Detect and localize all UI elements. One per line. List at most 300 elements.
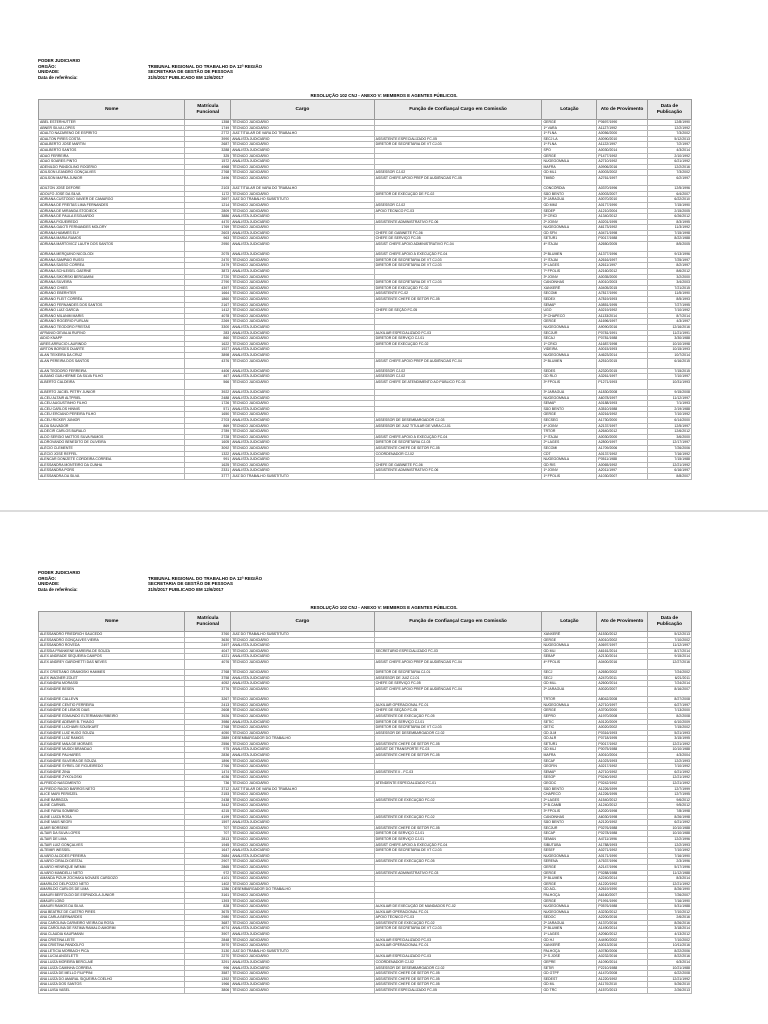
- cell-data-publicacao: 10/10/1998: [647, 341, 691, 347]
- cell-lotacao: GERGE: [542, 864, 597, 870]
- cell-cargo: TÉCNICO JUDICIÁRIO: [231, 297, 374, 303]
- cell-nome: ALENCAR DONIZETE CORDEIRA CORREIA: [39, 457, 185, 463]
- cell-data-publicacao: 8/27/2008: [647, 697, 691, 703]
- cell-lotacao: UGO: [542, 308, 597, 314]
- table-body: [39, 632, 692, 994]
- data-referencia-value: 31/5/2017 PUBLICADO EM 12/6/2017: [148, 74, 224, 80]
- cell-funcao: DIRETOR DE SECRETARIA DE VT CJ-03: [374, 142, 542, 148]
- column-header-cargo: Cargo: [231, 612, 374, 632]
- cell-funcao: ASSIST CHEFE APOIO À EXECUÇÃO FC-04: [374, 434, 542, 440]
- cell-ato: A3510/1988: [597, 406, 647, 412]
- cell-nome: AMARILDO CARLOS DE LIMA: [39, 887, 185, 893]
- cell-matricula: 4050: [185, 730, 231, 736]
- cell-cargo: ANALISTA JUDICIÁRIO: [231, 395, 374, 401]
- cell-cargo: ANALISTA JUDICIÁRIO: [231, 440, 374, 446]
- cell-ato: A2640/2012: [597, 429, 647, 435]
- cell-matricula: 1286: [185, 887, 231, 893]
- cell-ato: A2020/1998: [597, 809, 647, 815]
- cell-cargo: TÉCNICO JUDICIÁRIO: [231, 659, 374, 669]
- cell-nome: ALEXANDRE LUIZ RAMOS: [39, 736, 185, 742]
- cell-ato: A0015/1993: [597, 347, 647, 353]
- cell-funcao: COORDENADOR CJ-02: [374, 960, 542, 966]
- cell-data-publicacao: 9/15/2008: [647, 390, 691, 396]
- cell-nome: ADRIANA DE FREITAS LIMA FERNANDES: [39, 202, 185, 208]
- cell-matricula: 991: [185, 457, 231, 463]
- cell-cargo: TÉCNICO JUDICIÁRIO: [231, 769, 374, 775]
- data-referencia-value: 31/5/2017 PUBLICADO EM 12/6/2017: [148, 586, 224, 592]
- cell-funcao: ASSESSOR DE JUIZ TITULAR DE VARA CJ-01: [374, 423, 542, 429]
- cell-ato: A2710/1992: [597, 769, 647, 775]
- cell-nome: ADRIANA SILVEIRA: [39, 280, 185, 286]
- cell-ato: A1127/1992: [597, 125, 647, 131]
- cell-cargo: TÉCNICO JUDICIÁRIO: [231, 971, 374, 977]
- cell-nome: ADRIANA HAMMES ELY: [39, 230, 185, 236]
- cell-data-publicacao: 7/10/1992: [647, 412, 691, 418]
- cell-ato: A0003/2007: [597, 191, 647, 197]
- cell-funcao: COORDENADOR CJ-02: [374, 451, 542, 457]
- cell-lotacao: MAFRA: [542, 753, 597, 759]
- cell-funcao: ASSISTENTE CHEFE DE SETOR FC-05: [374, 982, 542, 988]
- members-table: [38, 611, 692, 994]
- cell-data-publicacao: 7/10/1992: [647, 764, 691, 770]
- cell-ato: P0075/1988: [597, 747, 647, 753]
- cell-matricula: 2836: [185, 753, 231, 759]
- cell-funcao: CHEFE DE SEÇÃO FC-05: [374, 308, 542, 314]
- cell-ato: A1133/2014: [597, 313, 647, 319]
- cell-ato: P0511/1988: [597, 457, 647, 463]
- cell-nome: ALCEU ALTAIR ALTPRIEL: [39, 395, 185, 401]
- cell-cargo: ANALISTA JUDICIÁRIO: [231, 965, 374, 971]
- cell-matricula: 2848: [185, 937, 231, 943]
- cell-matricula: 1402: [185, 881, 231, 887]
- cell-data-publicacao: 10/21/1988: [647, 965, 691, 971]
- cell-lotacao: SEPRO: [542, 713, 597, 719]
- cell-nome: ALBANO GUILHERME DA SILVA FILHO: [39, 374, 185, 380]
- cell-lotacao: GERGE: [542, 870, 597, 876]
- cell-data-publicacao: 6/26/2012: [647, 214, 691, 220]
- cell-nome: ADRIANA DE PAULA ESGUARDO: [39, 214, 185, 220]
- cell-matricula: 4074: [185, 926, 231, 932]
- cell-data-publicacao: 6/14/2000: [647, 418, 691, 424]
- cell-ato: A7819/1993: [597, 297, 647, 303]
- cell-nome: ADALBERTO SANTOS: [39, 147, 185, 153]
- cell-lotacao: VIDEIRA: [542, 347, 597, 353]
- cell-matricula: 325: [185, 153, 231, 159]
- cell-ato: P0697/1990: [597, 120, 647, 126]
- cell-lotacao: XANXERÊ: [542, 943, 597, 949]
- cell-ato: P0240/1992: [597, 775, 647, 781]
- cell-nome: ADRIANO CHIES: [39, 285, 185, 291]
- cell-matricula: 1896: [185, 758, 231, 764]
- cell-funcao: ASSISTENTE ADMINISTRATIVO FC-06: [374, 219, 542, 225]
- cell-cargo: TÉCNICO JUDICIÁRIO: [231, 864, 374, 870]
- table-row: [39, 242, 692, 252]
- cell-ato: A1023/1993: [597, 758, 647, 764]
- cell-cargo: TÉCNICO JUDICIÁRIO: [231, 758, 374, 764]
- cell-nome: ALINE CARNIEL: [39, 803, 185, 809]
- cell-ato: A2240/2014: [597, 876, 647, 882]
- cell-funcao: ASSIST CHEFE APOIO PREP DE AUDIÊNCIAS FC-05: [374, 175, 542, 185]
- cell-data-publicacao: 7/15/2015: [647, 368, 691, 374]
- cell-data-publicacao: 12/2/2016: [647, 164, 691, 170]
- cell-matricula: 2697: [185, 197, 231, 203]
- cell-lotacao: SEMAP: [542, 769, 597, 775]
- cell-nome: ABNER SILVA LOPES: [39, 125, 185, 131]
- cell-data-publicacao: 7/24/2002: [647, 670, 691, 676]
- cell-data-publicacao: 8/26/2016: [647, 920, 691, 926]
- cell-lotacao: SECJ LA: [542, 136, 597, 142]
- cell-lotacao: TIMBÓ: [542, 175, 597, 185]
- cell-data-publicacao: 7/15/1988: [647, 457, 691, 463]
- cell-data-publicacao: 7/1/1993: [647, 401, 691, 407]
- cell-nome: ADOLFO JOSÉ DA SILVA: [39, 191, 185, 197]
- cell-matricula: 707: [185, 825, 231, 831]
- cell-lotacao: CANOINHAS: [542, 280, 597, 286]
- table-row: [39, 686, 692, 696]
- cell-ato: A0370/1996: [597, 186, 647, 192]
- cell-nome: ALESSANDRA PORS: [39, 468, 185, 474]
- cell-ato: A2761/1997: [597, 175, 647, 185]
- cell-ato: A3700/2000: [597, 708, 647, 714]
- cell-funcao: ASSIST CHEFE APOIO PREP DE AUDIÊNCIAS FC-04: [374, 659, 542, 669]
- cell-matricula: 1358: [185, 120, 231, 126]
- cell-lotacao: XANXERÊ: [542, 285, 597, 291]
- cell-matricula: 3898: [185, 352, 231, 358]
- cell-matricula: 4076: [185, 659, 231, 669]
- cell-nome: ANA LUIZA DO AMARAL SIQUEIRA COELHO: [39, 976, 185, 982]
- cell-funcao: ASSESSOR DE DESEMBARGADOR CJ-02: [374, 965, 542, 971]
- cell-cargo: ANALISTA JUDICIÁRIO: [231, 374, 374, 380]
- cell-matricula: 1927: [185, 347, 231, 353]
- cell-data-publicacao: 10/10/1988: [647, 831, 691, 837]
- cell-lotacao: 3ª JARAGUÁ: [542, 197, 597, 203]
- cell-cargo: ANALISTA JUDICIÁRIO: [231, 242, 374, 252]
- cell-data-publicacao: 10/15/1993: [647, 347, 691, 353]
- cell-nome: ALEX ANDRADE SEQUEIRA CAMPOS: [39, 654, 185, 660]
- cell-data-publicacao: 11/12/1997: [647, 395, 691, 401]
- cell-ato: A0065/1992: [597, 462, 647, 468]
- cell-matricula: 1214: [185, 202, 231, 208]
- cell-cargo: ANALISTA JUDICIÁRIO: [231, 136, 374, 142]
- cell-data-publicacao: 12/5/1997: [647, 423, 691, 429]
- cell-nome: ANA CARLA BERNARDES: [39, 915, 185, 921]
- cell-data-publicacao: 12/21/1992: [647, 881, 691, 887]
- cell-data-publicacao: 3/2/2000: [647, 274, 691, 280]
- cell-lotacao: NUGEGOMMLA: [542, 904, 597, 910]
- cell-cargo: TÉCNICO JUDICIÁRIO: [231, 120, 374, 126]
- cell-cargo: TÉCNICO JUDICIÁRIO: [231, 308, 374, 314]
- cell-funcao: DIRETOR DE SECRETARIA DE VT CJ-03: [374, 725, 542, 731]
- cell-funcao: DIRETOR DE SECRETARIA DE VT CJ-03: [374, 280, 542, 286]
- cell-matricula: 1572: [185, 159, 231, 165]
- cell-cargo: TÉCNICO JUDICIÁRIO: [231, 423, 374, 429]
- cell-matricula: 2488: [185, 395, 231, 401]
- cell-ato: A1470/2008: [597, 971, 647, 977]
- cell-funcao: CHEFE DE SERVIÇO FC-05: [374, 681, 542, 687]
- cell-lotacao: SEDEST: [542, 976, 597, 982]
- document-header: [38, 570, 262, 592]
- cell-cargo: TÉCNICO JUDICIÁRIO: [231, 257, 374, 263]
- orgao-label: ORGÃO:: [38, 63, 57, 69]
- cell-ato: P0781/1988: [597, 336, 647, 342]
- cell-data-publicacao: 6/22/2008: [647, 971, 691, 977]
- cell-data-publicacao: 4/3/2014: [647, 147, 691, 153]
- cell-ato: A6173/1992: [597, 225, 647, 231]
- cell-lotacao: GERGE: [542, 153, 597, 159]
- cell-data-publicacao: 7/15/2002: [647, 725, 691, 731]
- cell-matricula: 1945: [185, 842, 231, 848]
- cell-matricula: 2438: [185, 797, 231, 803]
- cell-ato: A0056/2000: [597, 131, 647, 137]
- cell-cargo: TÉCNICO JUDICIÁRIO: [231, 358, 374, 368]
- cell-funcao: DIRETOR DE EXECUÇÃO DE FC-02: [374, 191, 542, 197]
- cell-matricula: 1860: [185, 297, 231, 303]
- cell-nome: ALTAIR DE LIMA: [39, 836, 185, 842]
- cell-funcao: APOIO TÉCNICO FC-03: [374, 915, 542, 921]
- cell-data-publicacao: 2/3/1996: [647, 859, 691, 865]
- cell-funcao: ASSISTENTE ADMINISTRATIVO FC-06: [374, 468, 542, 474]
- cell-data-publicacao: 8/26/1998: [647, 814, 691, 820]
- cell-cargo: TÉCNICO JUDICIÁRIO: [231, 280, 374, 286]
- cell-data-publicacao: 6/22/2010: [647, 197, 691, 203]
- cell-data-publicacao: 12/5/1996: [647, 186, 691, 192]
- cell-nome: ALDO SERGIO MATTOS SILVA RAMOS: [39, 434, 185, 440]
- cell-funcao: ASSISTENTE CHEFE DE SETOR FC-05: [374, 741, 542, 747]
- table-row: [39, 175, 692, 185]
- cell-lotacao: SETUR1: [542, 741, 597, 747]
- cell-data-publicacao: 5/12/2013: [647, 632, 691, 638]
- cell-nome: ADRIANA DE MIRANDA STODIECK: [39, 208, 185, 214]
- cell-ato: A1226/1999: [597, 786, 647, 792]
- cell-lotacao: GD JLM: [542, 730, 597, 736]
- cell-cargo: TÉCNICO JUDICIÁRIO: [231, 876, 374, 882]
- cell-funcao: ASSISTENTE CHEFE DE SETOR FC-05: [374, 976, 542, 982]
- cell-lotacao: 1ª LAGES: [542, 932, 597, 938]
- cell-nome: ADRIANO FLEIT CORRÊA: [39, 297, 185, 303]
- cell-data-publicacao: 8/8/2007: [647, 474, 691, 480]
- cell-cargo: TÉCNICO JUDICIÁRIO: [231, 725, 374, 731]
- cell-cargo: ANALISTA JUDICIÁRIO: [231, 252, 374, 258]
- cell-cargo: TÉCNICO JUDICIÁRIO: [231, 429, 374, 435]
- cell-matricula: 1412: [185, 308, 231, 314]
- cell-nome: ALCEU RICKER JUNIOR: [39, 418, 185, 424]
- cell-lotacao: SÃO BENTO: [542, 191, 597, 197]
- cell-lotacao: NUGEGOMMLA: [542, 225, 597, 231]
- cell-data-publicacao: 7/27/1995: [647, 302, 691, 308]
- cell-matricula: 1605: [185, 440, 231, 446]
- cell-funcao: DIRETOR DE SECRETARIA DE VT CJ-03: [374, 263, 542, 269]
- cell-cargo: TÉCNICO JUDICIÁRIO: [231, 954, 374, 960]
- cell-nome: ALEXANDRE CALLEVN: [39, 697, 185, 703]
- cell-cargo: ANALISTA JUDICIÁRIO: [231, 418, 374, 424]
- cell-data-publicacao: 10/10/1988: [647, 825, 691, 831]
- cell-ato: A1696/1997: [597, 319, 647, 325]
- table-header-row: [39, 100, 692, 120]
- cell-cargo: ANALISTA JUDICIÁRIO: [231, 468, 374, 474]
- cell-cargo: TÉCNICO JUDICIÁRIO: [231, 208, 374, 214]
- cell-nome: ADRIANO EBERHTER: [39, 291, 185, 297]
- cell-nome: ALCEU AUGUSTINHO FILHO: [39, 401, 185, 407]
- cell-data-publicacao: 5/12/2013: [647, 136, 691, 142]
- cell-data-publicacao: 8/26/1990: [647, 887, 691, 893]
- cell-ato: A0216/1992: [597, 412, 647, 418]
- cell-matricula: 3806: [185, 988, 231, 994]
- cell-lotacao: GD HJ: [542, 937, 597, 943]
- cell-funcao: ASSIST CHEFE APOIO PREP DE AUDIÊNCIAS FC-04: [374, 686, 542, 696]
- cell-nome: ADRIANA MARTOVICZ LAUTH DOS SANTOS: [39, 242, 185, 252]
- cell-data-publicacao: 8/3/2014: [647, 876, 691, 882]
- cell-cargo: TÉCNICO JUDICIÁRIO: [231, 434, 374, 440]
- cell-lotacao: 3ª BLUMEN: [542, 876, 597, 882]
- cell-nome: ADAO FERREIRA: [39, 153, 185, 159]
- cell-funcao: ASSESSOR DE JUIZ CJ-01: [374, 675, 542, 681]
- cell-cargo: ANALISTA JUDICIÁRIO: [231, 926, 374, 932]
- data-referencia-label: Data de referência:: [38, 74, 78, 80]
- cell-matricula: 1749: [185, 125, 231, 131]
- cell-matricula: 4199: [185, 814, 231, 820]
- cell-matricula: 860: [185, 336, 231, 342]
- cell-matricula: 4406: [185, 368, 231, 374]
- cell-nome: ALDA SALVADOR: [39, 423, 185, 429]
- cell-lotacao: 4ª JOINV: [542, 423, 597, 429]
- cell-lotacao: SPO: [542, 147, 597, 153]
- cell-cargo: TÉCNICO JUDICIÁRIO: [231, 225, 374, 231]
- cell-ato: A0400/2016: [597, 659, 647, 669]
- cell-cargo: TÉCNICO JUDICIÁRIO: [231, 670, 374, 676]
- cell-funcao: ASSESSOR CJ-02: [374, 202, 542, 208]
- cell-nome: ADALTO NAZARENO DE ESPÍRITO: [39, 131, 185, 137]
- cell-lotacao: MAFRA: [542, 164, 597, 170]
- cell-cargo: TÉCNICO JUDICIÁRIO: [231, 191, 374, 197]
- cell-nome: ALINE LUIZA ROSA: [39, 814, 185, 820]
- cell-nome: ADRIANA SASSO CORREA: [39, 263, 185, 269]
- cell-cargo: TÉCNICO JUDICIÁRIO: [231, 697, 374, 703]
- cell-ato: P0017/1988: [597, 236, 647, 242]
- cell-cargo: TÉCNICO JUDICIÁRIO: [231, 741, 374, 747]
- cell-ato: A2800/1997: [597, 440, 647, 446]
- cell-ato: A1340/2012: [597, 214, 647, 220]
- cell-matricula: 3712: [185, 786, 231, 792]
- cell-nome: ABEL ESTERHUTTER: [39, 120, 185, 126]
- cell-lotacao: SECOMI: [542, 291, 597, 297]
- cell-nome: ALFREDO NASCIMENTO: [39, 781, 185, 787]
- cell-funcao: ASSISTENTE ESPECIALIZADO FC-05: [374, 988, 542, 994]
- cell-cargo: TÉCNICO JUDICIÁRIO: [231, 915, 374, 921]
- cell-ato: A1970/2008: [597, 713, 647, 719]
- cell-ato: A1090/2014: [597, 960, 647, 966]
- cell-funcao: ASSISTENTE CHEFE DE SETOR FC-05: [374, 753, 542, 759]
- cell-data-publicacao: 3/4/2003: [647, 280, 691, 286]
- cell-nome: ALBERTO CALDEIRA: [39, 379, 185, 389]
- cell-lotacao: 2ª LAGES: [542, 797, 597, 803]
- cell-nome: ANA LUCIA ANGELETTI: [39, 954, 185, 960]
- cell-cargo: TÉCNICO JUDICIÁRIO: [231, 775, 374, 781]
- cell-ato: P0278/1988: [597, 831, 647, 837]
- cell-ato: A1377/1996: [597, 252, 647, 258]
- cell-lotacao: 2ª JOINV: [542, 219, 597, 225]
- cell-matricula: 3161: [185, 892, 231, 898]
- cell-lotacao: 3ª CRICI: [542, 214, 597, 220]
- cell-data-publicacao: 7/10/2012: [647, 909, 691, 915]
- cell-cargo: TÉCNICO JUDICIÁRIO: [231, 803, 374, 809]
- cell-lotacao: 1ª FPOLIS: [542, 474, 597, 480]
- cell-ato: A2200/2016: [597, 915, 647, 921]
- cell-lotacao: 1ª FLNA: [542, 142, 597, 148]
- cell-matricula: 4052: [185, 681, 231, 687]
- cell-data-publicacao: 7/10/1992: [647, 848, 691, 854]
- cell-cargo: ANALISTA JUDICIÁRIO: [231, 982, 374, 988]
- cell-nome: ALEXANDRE ADEMIR B. THIAGO: [39, 719, 185, 725]
- cell-lotacao: XANXERÊ: [542, 632, 597, 638]
- cell-data-publicacao: 11/5/1990: [647, 291, 691, 297]
- cell-lotacao: SECSEG: [542, 418, 597, 424]
- cell-ato: A2611/1997: [597, 263, 647, 269]
- cell-lotacao: SIBUTÚBA: [542, 842, 597, 848]
- cell-ato: A2147/1996: [597, 864, 647, 870]
- cell-nome: ALEXANDRE LUCHIARI SOUSKART: [39, 725, 185, 731]
- cell-nome: AMARILDO DELPOZZO NETO: [39, 881, 185, 887]
- cell-ato: A6078/1997: [597, 395, 647, 401]
- cell-nome: ALMIR BORSEKE: [39, 825, 185, 831]
- cell-ato: A1226/1995: [597, 792, 647, 798]
- cell-cargo: TÉCNICO JUDICIÁRIO: [231, 898, 374, 904]
- cell-matricula: 3630: [185, 637, 231, 643]
- cell-nome: ALDROVANDO BENEDITO DE OLIVEIRA: [39, 440, 185, 446]
- cell-cargo: ANALISTA JUDICIÁRIO: [231, 219, 374, 225]
- cell-ato: A4711/1996: [597, 836, 647, 842]
- cell-cargo: TÉCNICO JUDICIÁRIO: [231, 291, 374, 297]
- cell-cargo: TÉCNICO JUDICIÁRIO: [231, 648, 374, 654]
- cell-nome: ADALTON PIRES COSTA: [39, 136, 185, 142]
- cell-ato: A2616/1997: [597, 257, 647, 263]
- cell-lotacao: SÃO BENTO: [542, 786, 597, 792]
- cell-nome: ALEXANDRA MORASSI: [39, 681, 185, 687]
- cell-lotacao: GETIC: [542, 725, 597, 731]
- cell-lotacao: GD MMJ: [542, 202, 597, 208]
- cell-matricula: 2556: [185, 741, 231, 747]
- cell-data-publicacao: 2/19/1988: [647, 406, 691, 412]
- cell-ato: A9090/2016: [597, 324, 647, 330]
- cell-nome: ADRIANA CUSTODIO XAVIER DE CAMARGO: [39, 197, 185, 203]
- cell-lotacao: CHAPECÓ: [542, 792, 597, 798]
- cell-lotacao: SEDOC: [542, 915, 597, 921]
- cell-nome: ADRIANA SAMPAIO RUSSI: [39, 257, 185, 263]
- table-row: [39, 379, 692, 389]
- cell-matricula: 707: [185, 831, 231, 837]
- cell-funcao: DIRETOR DE SERVIÇO CJ-01: [374, 831, 542, 837]
- cell-matricula: 4470: [185, 219, 231, 225]
- table-row: [39, 474, 692, 480]
- cell-ato: P0017/1992: [597, 741, 647, 747]
- cell-lotacao: PALHOÇA: [542, 892, 597, 898]
- cell-ato: A1530/2012: [597, 632, 647, 638]
- cell-matricula: 283: [185, 330, 231, 336]
- cell-lotacao: GD TRC: [542, 988, 597, 994]
- cell-ato: A2130/2014: [597, 654, 647, 660]
- cell-matricula: 1966: [185, 982, 231, 988]
- cell-funcao: APOIO TÉCNICO FC-03: [374, 208, 542, 214]
- cell-lotacao: GERGE: [542, 319, 597, 325]
- cell-cargo: TÉCNICO JUDICIÁRIO: [231, 313, 374, 319]
- cell-matricula: 3886: [185, 214, 231, 220]
- cell-funcao: ASSESSOR DE DESEMBARGADOR CJ-03: [374, 418, 542, 424]
- cell-matricula: 2865: [185, 864, 231, 870]
- cell-cargo: ANALISTA JUDICIÁRIO: [231, 753, 374, 759]
- cell-cargo: ANALISTA JUDICIÁRIO: [231, 347, 374, 353]
- cell-cargo: TÉCNICO JUDICIÁRIO: [231, 202, 374, 208]
- cell-lotacao: GD MLL: [542, 681, 597, 687]
- cell-data-publicacao: 7/3/2002: [647, 170, 691, 176]
